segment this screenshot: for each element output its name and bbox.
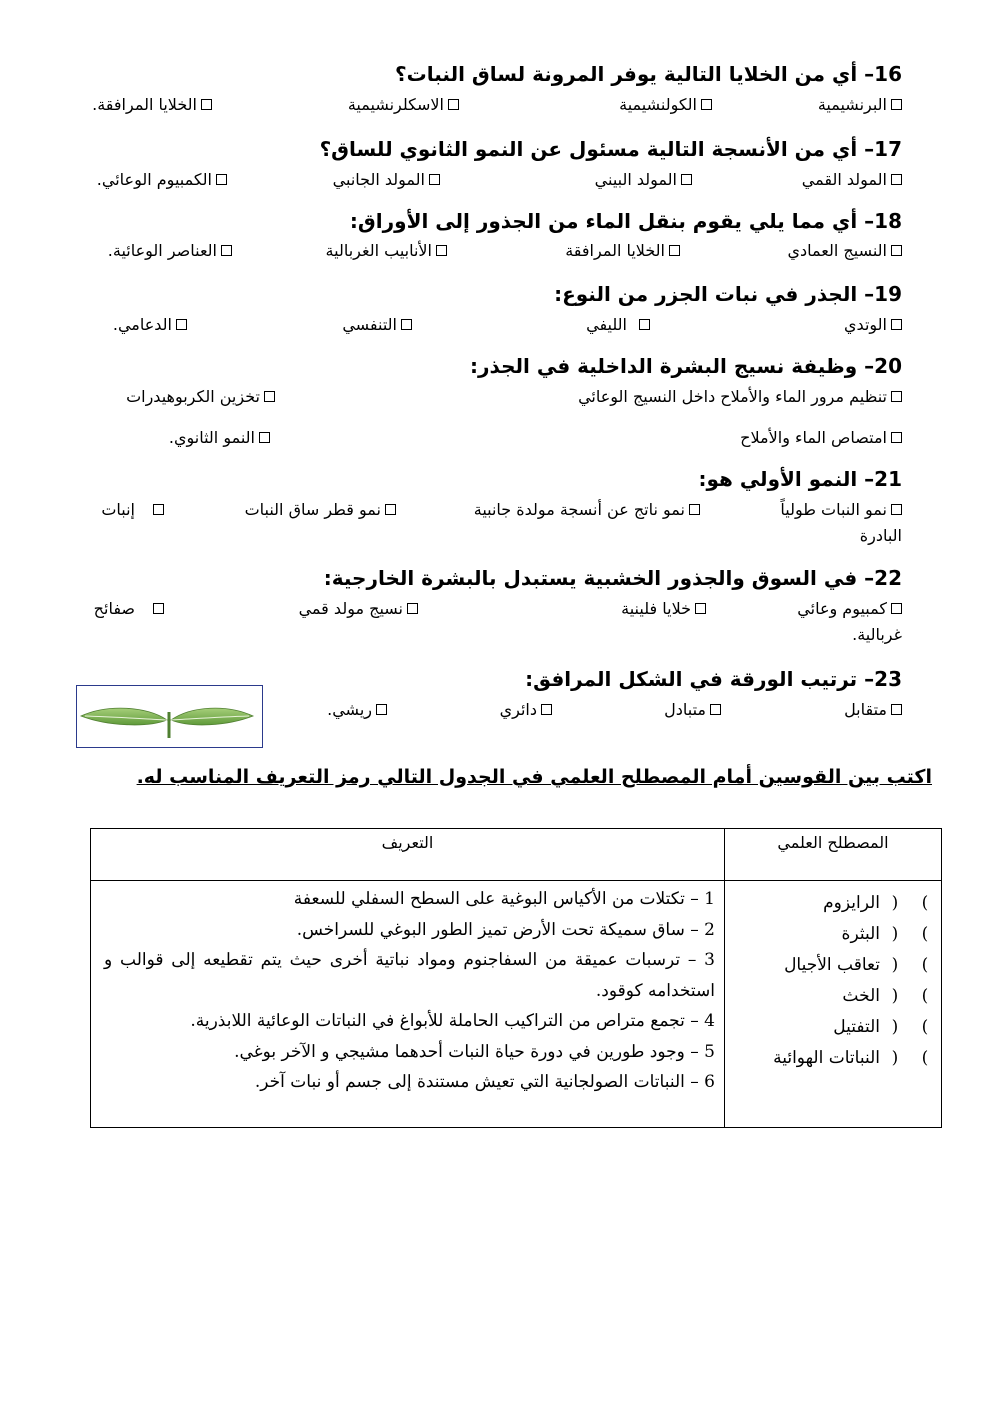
q21-option-3[interactable]: نمو قطر ساق النبات [245,500,396,519]
checkbox-icon[interactable] [153,504,164,515]
checkbox-icon[interactable] [891,245,902,256]
q18-option-3[interactable]: الأنابيب الغربالية [326,241,447,260]
q22-option-3[interactable]: نسيج مولد قمي [299,599,418,618]
term-row[interactable]: ) ( التفتيل [726,1012,940,1043]
checkbox-icon[interactable] [891,174,902,185]
q21-option-2[interactable]: نمو ناتج عن أنسجة مولدة جانبية [474,500,700,519]
checkbox-icon[interactable] [701,99,712,110]
definition-item: 4 – تجمع متراص من التراكيب الحاملة للأبواغ في النباتات الوعائية اللابذرية. [190,1011,715,1031]
term-row[interactable]: ) ( الخث [726,981,940,1012]
definition-item: 2 – ساق سميكة تحت الأرض تميز الطور البوغي للسراخس. [296,919,715,940]
q23-option-3[interactable]: دائري [500,700,552,719]
checkbox-icon[interactable] [264,391,275,402]
checkbox-icon[interactable] [176,319,187,330]
checkbox-icon[interactable] [259,432,270,443]
q19-option-4[interactable]: الدعامي. [113,315,187,334]
q17-option-2[interactable]: المولد البيني [595,170,692,189]
q16-option-3[interactable]: الاسكلرنشيمية [348,95,459,114]
checkbox-icon[interactable] [541,704,552,715]
q23-option-1[interactable]: متقابل [844,700,902,719]
checkbox-icon[interactable] [891,319,902,330]
leaf-arrangement-figure [76,685,263,748]
checkbox-icon[interactable] [891,504,902,515]
q22-option-4[interactable]: صفائح [94,599,164,618]
term-label: الرايزوم [823,893,880,913]
term-label: الخث [842,986,880,1006]
definition-column-header: التعريف [91,829,725,881]
definition-item: 3 – ترسبات عميقة من السفاجنوم ومواد نباتية أخرى حيث يتم تقطيعه إلى قوالب و استخدامه كوقود. [104,950,715,1001]
q17-option-4[interactable]: الكمبيوم الوعائي. [97,170,227,189]
matching-instructions: اكتب بين القوسين أمام المصطلح العلمي في الجدول التالي رمز التعريف المناسب له. [136,766,932,788]
checkbox-icon[interactable] [891,704,902,715]
term-column-header: المصطلح العلمي [725,829,942,881]
question-17-title: 17– أي من الأنسجة التالية مسئول عن النمو الثانوي للساق؟ [319,137,902,161]
checkbox-icon[interactable] [401,319,412,330]
q20-option-1[interactable]: تنظيم مرور الماء والأملاح داخل النسيج الوعائي [578,387,902,406]
question-22-title: 22– في السوق والجذور الخشبية يستبدل بالبشرة الخارجية: [323,566,902,590]
checkbox-icon[interactable] [201,99,212,110]
checkbox-icon[interactable] [891,603,902,614]
term-row[interactable]: ) ( البثرة [726,919,940,950]
checkbox-icon[interactable] [695,603,706,614]
q22-option-1[interactable]: كمبيوم وعائي [797,599,902,618]
checkbox-icon[interactable] [216,174,227,185]
checkbox-icon[interactable] [891,391,902,402]
term-label: البثرة [841,924,880,944]
question-21-title: 21– النمو الأولي هو: [698,467,902,491]
checkbox-icon[interactable] [891,99,902,110]
checkbox-icon[interactable] [407,603,418,614]
checkbox-icon[interactable] [221,245,232,256]
checkbox-icon[interactable] [429,174,440,185]
term-label: النباتات الهوائية [773,1048,880,1068]
checkbox-icon[interactable] [681,174,692,185]
checkbox-icon[interactable] [669,245,680,256]
q18-option-1[interactable]: النسيج العمادي [788,241,902,260]
definition-item: 1 – تكتلات من الأكياس البوغية على السطح السفلي للسعفة [293,889,715,909]
q19-option-3[interactable]: التنفسي [342,315,412,334]
checkbox-icon[interactable] [891,432,902,443]
terms-cell [725,881,942,1128]
q16-option-1[interactable]: البرنشيمية [818,95,902,114]
question-23-title: 23– ترتيب الورقة في الشكل المرافق: [525,667,902,691]
q17-option-3[interactable]: المولد الجانبي [333,170,440,189]
term-label: تعاقب الأجيال [784,955,880,975]
definition-item: 5 – وجود طورين في دورة حياة النبات أحدهما مشيجي و الآخر بوغي. [234,1041,715,1062]
checkbox-icon[interactable] [436,245,447,256]
checkbox-icon[interactable] [376,704,387,715]
q20-option-2[interactable]: تخزين الكربوهيدرات [126,387,275,406]
q16-option-4[interactable]: الخلايا المرافقة. [92,95,212,114]
q19-option-1[interactable]: الوتدي [844,315,902,334]
definitions-cell [91,881,725,1128]
checkbox-icon[interactable] [448,99,459,110]
q21-option-4[interactable]: إنبات [101,500,164,519]
question-16-title: 16– أي من الخلايا التالية يوفر المرونة لساق النبات؟ [395,62,902,86]
q18-option-4[interactable]: العناصر الوعائية. [108,241,232,260]
checkbox-icon[interactable] [385,504,396,515]
q22-option-4-wrap: غربالية. [852,625,902,644]
q20-option-3[interactable]: امتصاص الماء والأملاح [740,428,902,447]
term-label: التفتيل [833,1017,880,1037]
term-row[interactable]: ) ( تعاقب الأجيال [726,950,940,981]
q17-option-1[interactable]: المولد القمي [802,170,902,189]
definition-item: 6 – النباتات الصولجانية التي تعيش مستندة إلى جسم أو نبات آخر. [254,1072,715,1092]
q21-option-4-wrap: البادرة [859,526,902,545]
q20-option-4[interactable]: النمو الثانوي. [169,428,270,447]
matching-table [90,828,942,1128]
question-19-title: 19– الجذر في نبات الجزر من النوع: [554,282,902,306]
q21-option-1[interactable]: نمو النبات طولياً [780,500,902,519]
leaf-illustration [77,686,261,746]
q16-option-2[interactable]: الكولنشيمية [619,95,712,114]
checkbox-icon[interactable] [153,603,164,614]
q19-option-2[interactable]: الليفي [586,315,650,334]
q22-option-2[interactable]: خلايا فلينية [621,599,706,618]
checkbox-icon[interactable] [689,504,700,515]
question-18-title: 18– أي مما يلي يقوم بنقل الماء من الجذور إلى الأوراق: [349,209,902,233]
question-20-title: 20– وظيفة نسيج البشرة الداخلية في الجذر: [470,354,902,378]
term-row[interactable]: ) ( النباتات الهوائية [726,1043,940,1074]
checkbox-icon[interactable] [710,704,721,715]
q23-option-2[interactable]: متبادل [664,700,721,719]
term-row[interactable]: ) ( الرايزوم [726,888,940,919]
q18-option-2[interactable]: الخلايا المرافقة [565,241,680,260]
q23-option-4[interactable]: ريشي. [327,700,387,719]
checkbox-icon[interactable] [639,319,650,330]
